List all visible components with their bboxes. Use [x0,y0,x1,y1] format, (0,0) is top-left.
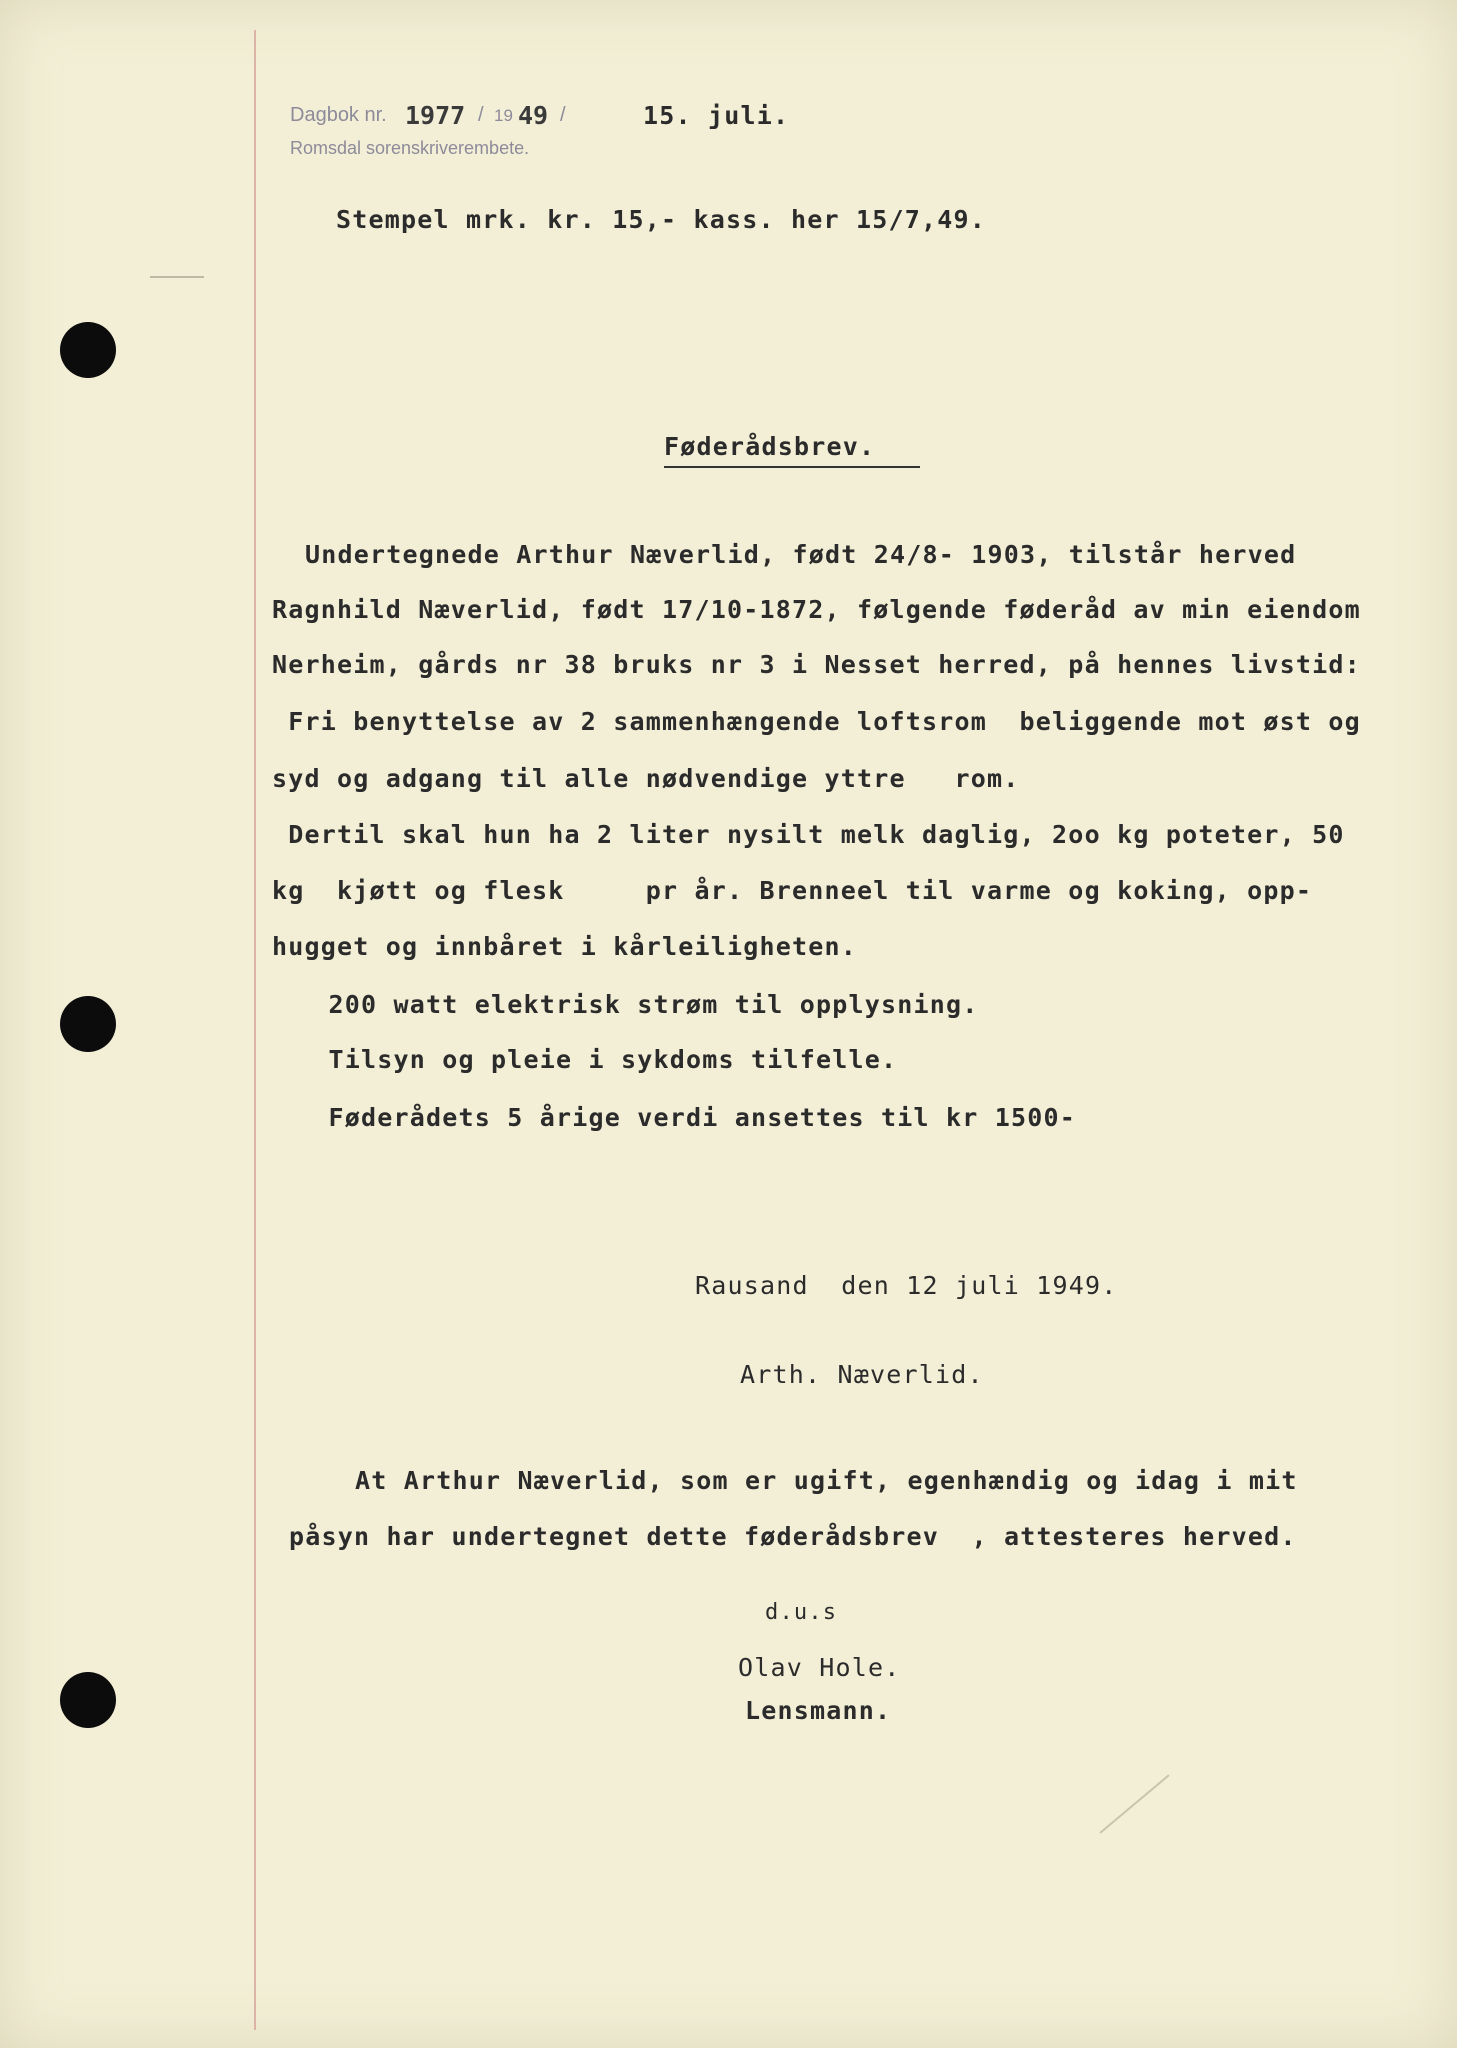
stamp-dagbok-label: Dagbok nr. [290,104,387,126]
body-line: Dertil skal hun ha 2 liter nysilt melk daglig, 2oo kg poteter, 50 [272,820,1345,849]
stamp-office: Romsdal sorenskriverembete. [290,138,530,158]
margin-line [254,30,256,2030]
closing-dus: d.u.s [765,1600,838,1625]
signature: Arth. Næverlid. [740,1360,984,1389]
stamp-slash-2: / [560,104,566,126]
stamp-slash-1: / [478,104,484,126]
body-line: Tilsyn og pleie i sykdoms tilfelle. [296,1045,898,1074]
stempel-line: Stempel mrk. kr. 15,- kass. her 15/7,49. [336,205,987,234]
body-line: hugget og innbåret i kårleiligheten. [272,932,858,961]
body-line: Føderådets 5 årige verdi ansettes til kr 1500- [296,1103,1077,1132]
closing-name: Olav Hole. [738,1653,901,1682]
body-line: Fri benyttelse av 2 sammenhængende loftsrom beliggende mot øst og [272,707,1361,736]
punch-hole-bottom [60,1672,116,1728]
document-title: Føderådsbrev. [664,432,876,461]
body-line: syd og adgang til alle nødvendige yttre rom. [272,764,1020,793]
attest-line: At Arthur Næverlid, som er ugift, egenhændig og idag i mit [355,1466,1298,1495]
body-line: Undertegnede Arthur Næverlid, født 24/8- 1903, tilstår herved [305,540,1297,569]
margin-dash [150,276,204,278]
attest-line: påsyn har undertegnet dette føderådsbrev , attesteres herved. [289,1522,1297,1551]
body-line: Nerheim, gårds nr 38 bruks nr 3 i Nesset herred, på hennes livstid: [272,650,1361,679]
stamp-year-prefix: 19 [494,106,513,125]
body-line: Ragnhild Næverlid, født 17/10-1872, følgende føderåd av min eiendom [272,595,1361,624]
closing-role: Lensmann. [745,1696,892,1725]
header-date: 15. juli. [643,101,790,130]
stamp-dagbok-number: 1977 [405,101,466,130]
punch-hole-middle [60,996,116,1052]
title-underline [664,466,920,468]
faint-pencil-mark [1099,1774,1169,1833]
body-line: kg kjøtt og flesk pr år. Brenneel til varme og koking, opp- [272,876,1313,905]
body-line: 200 watt elektrisk strøm til opplysning. [296,990,979,1019]
place-date: Rausand den 12 juli 1949. [695,1271,1118,1300]
punch-hole-top [60,322,116,378]
stamp-year-suffix: 49 [518,101,549,130]
